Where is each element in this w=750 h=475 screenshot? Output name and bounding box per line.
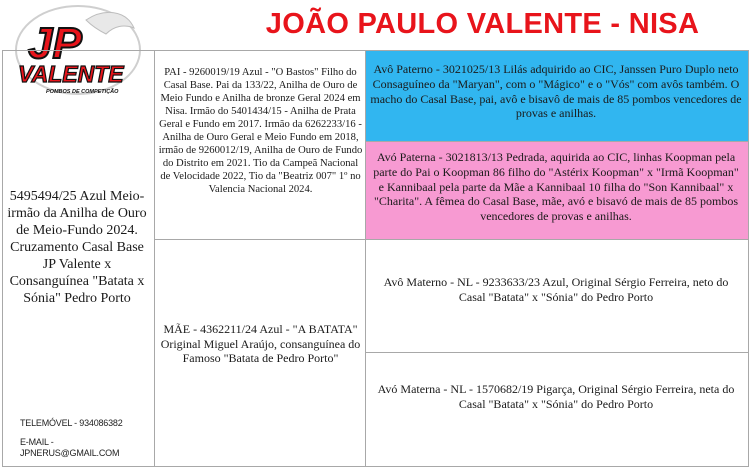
paternal-grandfather-description: Avô Paterno - 3021025/13 Lilás adquirido ao CIC, Janssen Puro Duplo neto Consaguíneo da "Maryan", com o "Mágico" e o "Vós" com avôs também. O macho do Casal Base, pai, avô e bisavô de mais de 85 pombos vencedores de provas e anilhas.: [370, 62, 742, 121]
contact-email: E-MAIL - JPNERUS@GMAIL.COM: [20, 437, 120, 458]
subject-description: 5495494/25 Azul Meio-irmão da Anilha de Ouro de Meio-Fundo 2024. Cruzamento Casal Base JP Valente x Consanguínea "Batata x Sónia" Pedro Porto: [7, 189, 147, 306]
maternal-grandmother-description: Avó Materna - NL - 1570682/19 Pigarça, Original Sérgio Ferreira, neta do Casal "Batata" x "Sónia" do Pedro Porto: [377, 382, 735, 411]
logo-initials: JP: [28, 19, 82, 68]
father-description: PAI - 9260019/19 Azul - "O Bastos" Filho do Casal Base. Pai da 133/22, Anilha de Ouro de Meio Fundo e Anilha de bronze Geral 2024 em Nisa. Irmão do 5401434/15 - Anilha de Prata Geral e Fundo em 2017. Irmão da 6262233/16 - Anilha de Ouro Geral e Meio Fundo em 2018, irmão de 9260012/19, Anilha de Ouro de Fundo do Distrito em 2021. Tio da Campeã Nacional de Velocidade 2022, Tio da "Beatriz 007" 1º no Valencia Nacional 2024.: [158, 67, 363, 195]
logo-tagline: POMBOS DE COMPETIÇÃO: [46, 89, 119, 95]
contact-phone: TELEMÓVEL - 934086382: [20, 418, 123, 428]
paternal-grandmother-description: Avó Paterna - 3021813/13 Pedrada, aquirida ao CIC, linhas Koopman pela parte do Pai o Koopman 86 filho do "Astérix Koopman" x "Irmã Koopman" e Kannibaal pela parte da Mãe a Kannibaal 10 filha do "Son Kannibaal" x "Charita". A fêmea do Casal Base, mãe, avó e bisavó de mais de 85 pombos vencedores de provas e anilhas.: [373, 150, 739, 224]
logo-name: VALENTE: [18, 61, 124, 87]
mother-description: MÃE - 4362211/24 Azul - "A BATATA" Original Miguel Araújo, consanguínea do Famoso "Batata de Pedro Porto": [160, 322, 361, 365]
page-title: JOÃO PAULO VALENTE - NISA: [265, 8, 700, 40]
maternal-grandfather-description: Avô Materno - NL - 9233633/23 Azul, Original Sérgio Ferreira, neto do Casal "Batata" x "Sónia" do Pedro Porto: [383, 275, 729, 304]
